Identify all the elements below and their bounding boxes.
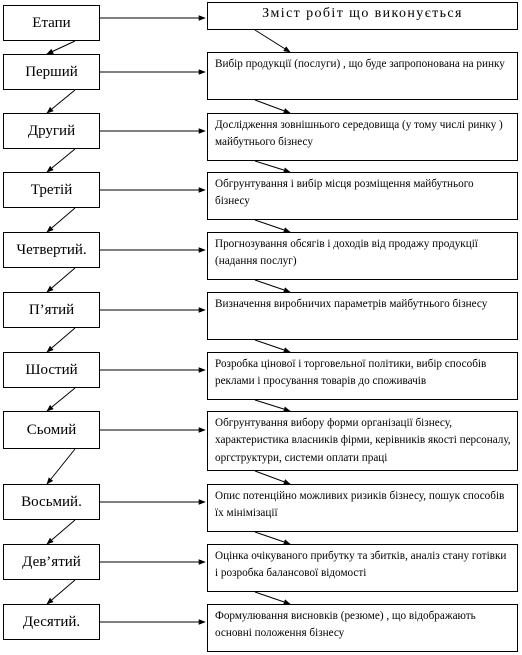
arrow-stage-to-stage bbox=[47, 41, 75, 54]
stage-label: Шостий bbox=[25, 361, 78, 378]
header-content-label: Зміст робіт що виконується bbox=[262, 6, 463, 21]
content-box-9 bbox=[207, 544, 518, 592]
content-text: Визначення виробничих параметрів майбутнього бізнесу bbox=[215, 298, 488, 310]
stage-box-6 bbox=[3, 352, 100, 388]
arrow-content-to-content bbox=[255, 340, 290, 352]
stage-label: Восьмий. bbox=[21, 493, 82, 510]
header-stages-label: Етапи bbox=[32, 14, 71, 31]
arrow-content-to-content bbox=[255, 161, 290, 172]
content-box-8 bbox=[207, 484, 518, 532]
stage-box-5 bbox=[3, 292, 100, 328]
content-text: Вибір продукції (послуги) , що буде запропонована на ринку bbox=[215, 58, 505, 70]
stage-label: Другий bbox=[27, 122, 76, 139]
stage-label: Сьомий bbox=[26, 421, 77, 438]
arrow-content-to-content bbox=[255, 532, 290, 544]
arrow-stage-to-stage bbox=[47, 520, 75, 544]
stage-label: П’ятий bbox=[28, 301, 75, 318]
stage-label: Десятий. bbox=[22, 613, 81, 630]
arrow-content-to-content bbox=[255, 592, 290, 604]
content-box-4 bbox=[207, 232, 518, 280]
stage-box-9 bbox=[3, 544, 100, 580]
arrow-content-to-content bbox=[255, 220, 290, 232]
content-text: Обгрунтування і вибір місця розміщення майбутнього бізнесу bbox=[215, 178, 474, 208]
content-text: Розробка цінової і торговельної політики, вибір способів реклами і просування товарів до споживачів bbox=[215, 358, 487, 388]
arrow-content-to-content bbox=[255, 280, 290, 292]
content-box-7 bbox=[207, 411, 518, 471]
arrow-stage-to-stage bbox=[47, 388, 75, 411]
content-box-6 bbox=[207, 352, 518, 400]
content-text: Обгрунтування вибору форми організації бізнесу, характеристика власників фірми, керівників якості персоналу, оргструктури, системи оплати праці bbox=[215, 417, 511, 464]
arrow-stage-to-stage bbox=[47, 449, 75, 484]
stage-box-7 bbox=[3, 411, 100, 449]
content-box-1 bbox=[207, 52, 518, 100]
arrow-content-to-content bbox=[255, 30, 290, 52]
content-box-2 bbox=[207, 113, 518, 161]
content-text: Прогнозування обсягів і доходів від продажу продукції (надання послуг) bbox=[215, 238, 478, 268]
stage-label: Дев’ятий bbox=[22, 553, 81, 570]
stage-box-8 bbox=[3, 484, 100, 520]
stage-box-4 bbox=[3, 232, 100, 268]
arrow-stage-to-stage bbox=[47, 328, 75, 352]
stage-label: Третій bbox=[30, 181, 73, 198]
stage-box-2 bbox=[3, 113, 100, 149]
arrow-content-to-content bbox=[255, 400, 290, 411]
content-text: Формулювання висновків (резюме) , що відображають основні положення бізнесу bbox=[215, 610, 476, 640]
content-text: Опис потенційно можливих ризиків бізнесу, пошук способів їх мінімізації bbox=[215, 490, 505, 520]
arrow-stage-to-stage bbox=[47, 90, 75, 113]
header-stages-box bbox=[3, 5, 100, 41]
arrow-stage-to-stage bbox=[47, 580, 75, 604]
stage-box-1 bbox=[3, 54, 100, 90]
stage-box-3 bbox=[3, 172, 100, 208]
content-text: Дослідження зовнішнього середовища (у тому числі ринку ) майбутнього бізнесу bbox=[215, 119, 503, 149]
stage-box-10 bbox=[3, 604, 100, 640]
content-text: Оцінка очікуваного прибутку та збитків, аналіз стану готівки і розробка балансової відомості bbox=[215, 550, 507, 580]
content-box-3 bbox=[207, 172, 518, 220]
arrow-stage-to-stage bbox=[47, 268, 75, 292]
stage-label: Перший bbox=[25, 63, 78, 80]
header-content-box bbox=[207, 2, 518, 30]
content-box-10 bbox=[207, 604, 518, 652]
arrow-content-to-content bbox=[255, 471, 290, 484]
arrow-stage-to-stage bbox=[47, 149, 75, 172]
content-box-5 bbox=[207, 292, 518, 340]
arrow-stage-to-stage bbox=[47, 208, 75, 232]
stage-label: Четвертий. bbox=[16, 241, 87, 258]
arrow-content-to-content bbox=[255, 100, 290, 113]
